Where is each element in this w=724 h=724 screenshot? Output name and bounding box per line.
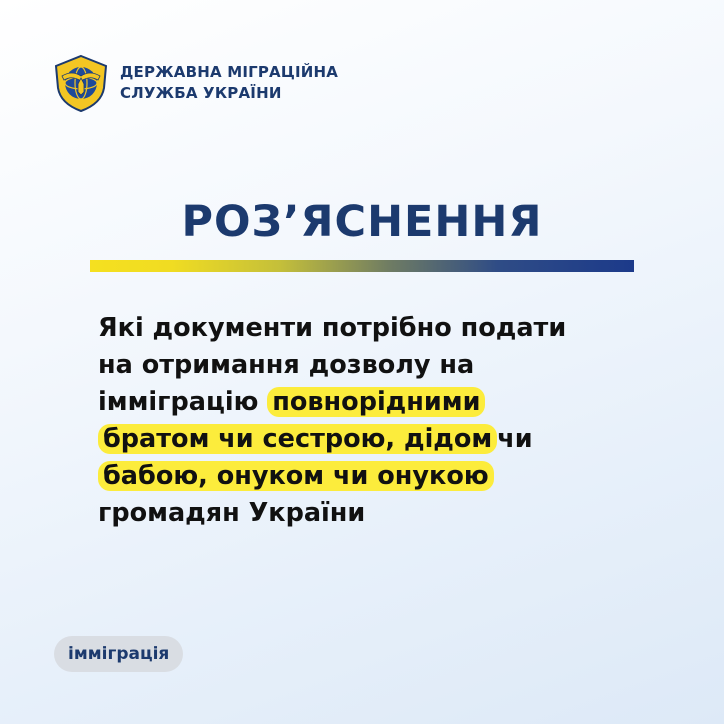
question-line-5 bbox=[98, 458, 638, 495]
header bbox=[54, 54, 338, 112]
flag-gradient-divider bbox=[90, 260, 634, 272]
question-line-6: громадян України bbox=[98, 498, 366, 528]
highlighted-text: братом чи сестрою, дідом bbox=[98, 424, 497, 454]
question-line-4-text: чи bbox=[497, 424, 533, 454]
question-text bbox=[98, 310, 638, 532]
highlighted-text: повнорідними bbox=[267, 387, 485, 417]
organization-name bbox=[120, 62, 338, 104]
page-title: РОЗ’ЯСНЕННЯ bbox=[181, 197, 543, 247]
organization-name-line2: СЛУЖБА УКРАЇНИ bbox=[120, 84, 282, 102]
highlighted-text: бабою, онуком чи онукою bbox=[98, 461, 494, 491]
question-line-4 bbox=[98, 421, 638, 458]
question-line-1: Які документи потрібно подати bbox=[98, 313, 567, 343]
question-line-3-text: імміграцію bbox=[98, 387, 259, 417]
question-line-2: на отримання дозволу на bbox=[98, 350, 475, 380]
migration-service-emblem-icon bbox=[54, 54, 108, 112]
organization-name-line1: ДЕРЖАВНА МІГРАЦІЙНА bbox=[120, 63, 339, 81]
question-line-3 bbox=[98, 384, 638, 421]
topic-tag: імміграція bbox=[54, 636, 183, 672]
